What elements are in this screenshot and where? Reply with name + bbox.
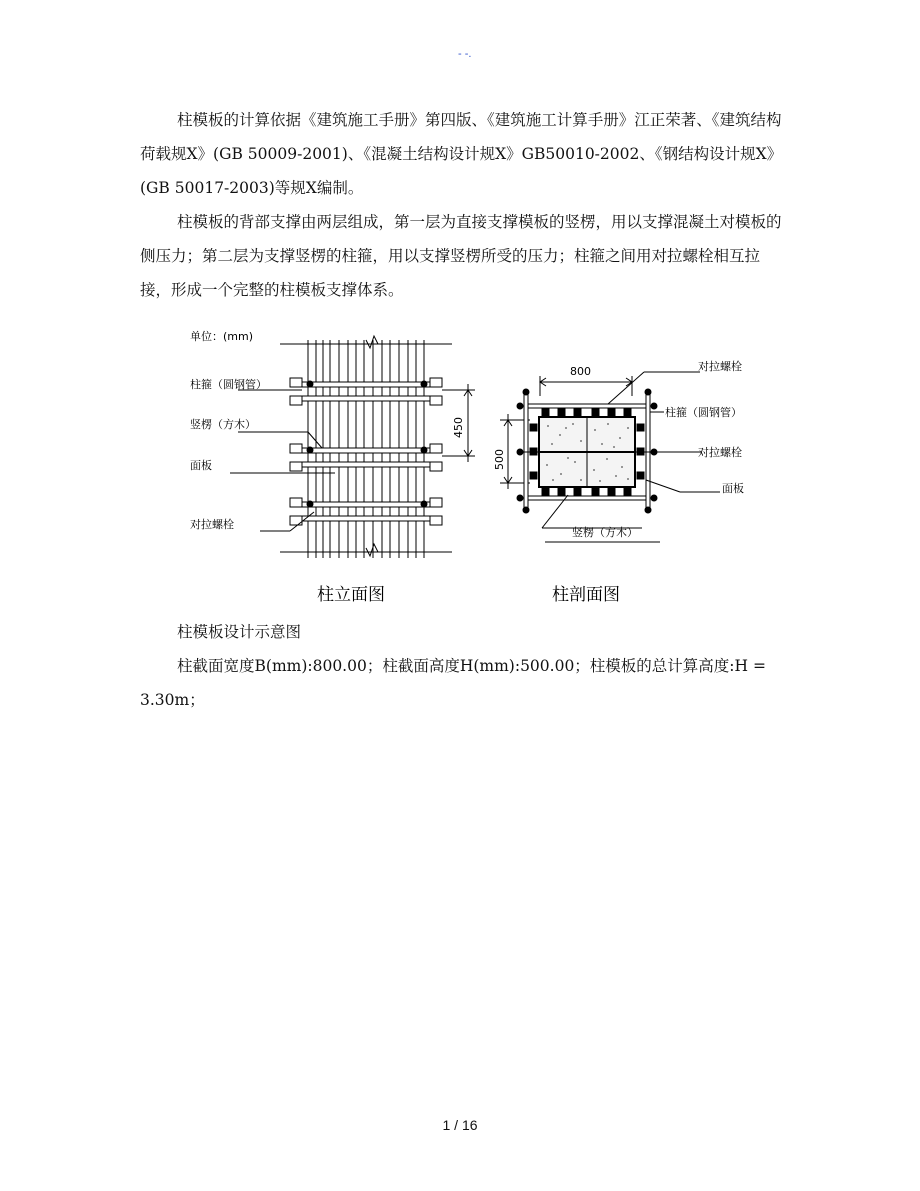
- section-width-dimension: 800: [570, 365, 591, 378]
- page-number: 1 / 16: [442, 1117, 478, 1133]
- elevation-title: 柱立面图: [317, 585, 385, 605]
- elevation-hoop-3: [290, 498, 442, 525]
- elevation-hoop-1: [290, 378, 442, 405]
- elevation-hoop-2: [290, 444, 442, 471]
- header-mark: - -.: [458, 48, 472, 60]
- section-label-bolt-mid: 对拉螺栓: [698, 446, 742, 459]
- unit-label: 单位：(mm): [190, 330, 254, 343]
- elevation-view: [190, 330, 475, 558]
- section-label-stud: 竖楞（方木）: [572, 526, 638, 539]
- section-label-bolt-top: 对拉螺栓: [698, 360, 742, 373]
- section-height-dimension: 500: [493, 449, 506, 470]
- paragraph-support: 柱模板的背部支撑由两层组成，第一层为直接支撑模板的竖楞，用以支撑混凝土对模板的侧压力；第二层为支撑竖楞的柱箍，用以支撑竖楞所受的压力；柱箍之间用对拉螺栓相互拉接，形成一个完整的柱模板支撑体系。: [140, 213, 782, 299]
- figure-caption: 柱模板设计示意图: [177, 623, 302, 641]
- elevation-dimension-label: 450: [452, 417, 465, 438]
- formwork-figure: [190, 320, 770, 615]
- section-label-hoop: 柱箍（圆钢管）: [665, 406, 742, 419]
- paragraph-basis: 柱模板的计算依据《建筑施工手册》第四版、《建筑施工计算手册》江正荣著、《建筑结构荷载规X》(GB 50009-2001)、《混凝土结构设计规X》GB50010-2002、《钢结构设计规X》(GB 50017-2003)等规X编制。: [140, 111, 783, 197]
- elevation-label-hoop: 柱箍（圆钢管）: [190, 378, 267, 391]
- section-title: 柱剖面图: [552, 585, 620, 605]
- section-label-panel: 面板: [722, 482, 744, 495]
- paragraph-dimensions: 柱截面宽度B(mm):800.00；柱截面高度H(mm):500.00；柱模板的总计算高度:H = 3.30m；: [140, 657, 766, 709]
- elevation-label-stud: 竖楞（方木）: [190, 418, 256, 431]
- elevation-label-bolt: 对拉螺栓: [190, 518, 234, 531]
- section-view: [493, 365, 720, 542]
- elevation-label-panel: 面板: [190, 459, 212, 472]
